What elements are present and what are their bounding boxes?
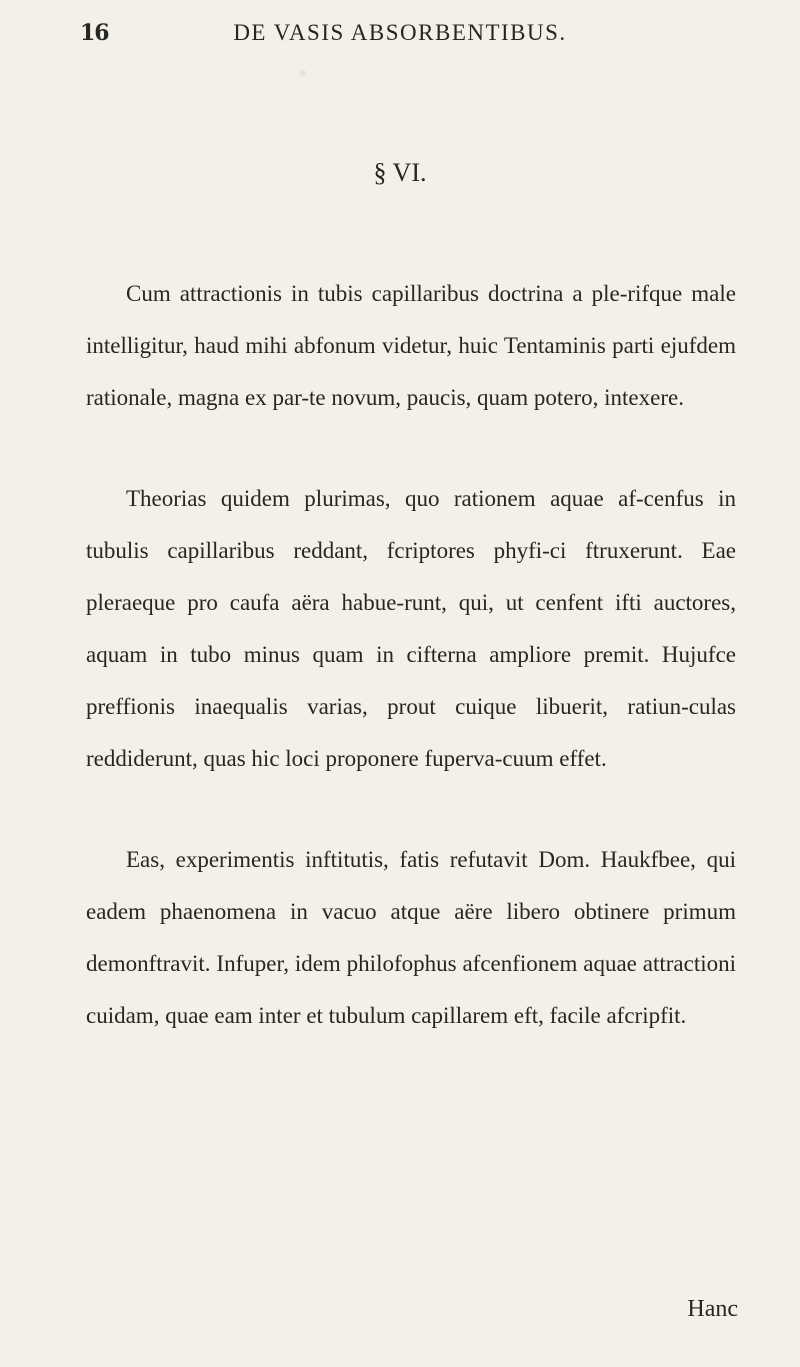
paragraph-1: Cum attractionis in tubis capillaribus doctrina a ple-rifque male intelligitur, haud mihi abfonum videtur, huic Tentaminis parti ejufdem rationale, magna ex par-te novum, paucis, quam potero, intexere. (86, 281, 736, 410)
page-number: 16 (80, 20, 109, 46)
section-title: § VI. (373, 158, 427, 187)
paragraph-2: Theorias quidem plurimas, quo rationem aquae af-cenfus in tubulis capillaribus reddant, fcriptores phyfi-ci ftruxerunt. Eae pleraeque pro caufa aëra habue-runt, qui, ut cenfent ifti auctores, aquam in tubo minus quam in cifterna ampliore premit. Hujufce preffionis inaequalis varias, prout cuique libuerit, ratiun-culas reddiderunt, quas hic loci proponere fuperva-cuum effet. (86, 486, 736, 771)
catchword: Hanc (687, 1296, 738, 1322)
running-head: DE VASIS ABSORBENTIBUS. (233, 20, 567, 45)
paragraph-3: Eas, experimentis inftitutis, fatis refutavit Dom. Haukfbee, qui eadem phaenomena in vacuo atque aëre libero obtinere primum demonftravit. Infuper, idem philofophus afcenfionem aquae attractioni cuidam, quae eam inter et tubulum capillarem eft, facile afcripfit. (86, 847, 736, 1028)
page-header (80, 12, 720, 52)
paper-stain (300, 70, 306, 76)
body-text (86, 268, 736, 1042)
